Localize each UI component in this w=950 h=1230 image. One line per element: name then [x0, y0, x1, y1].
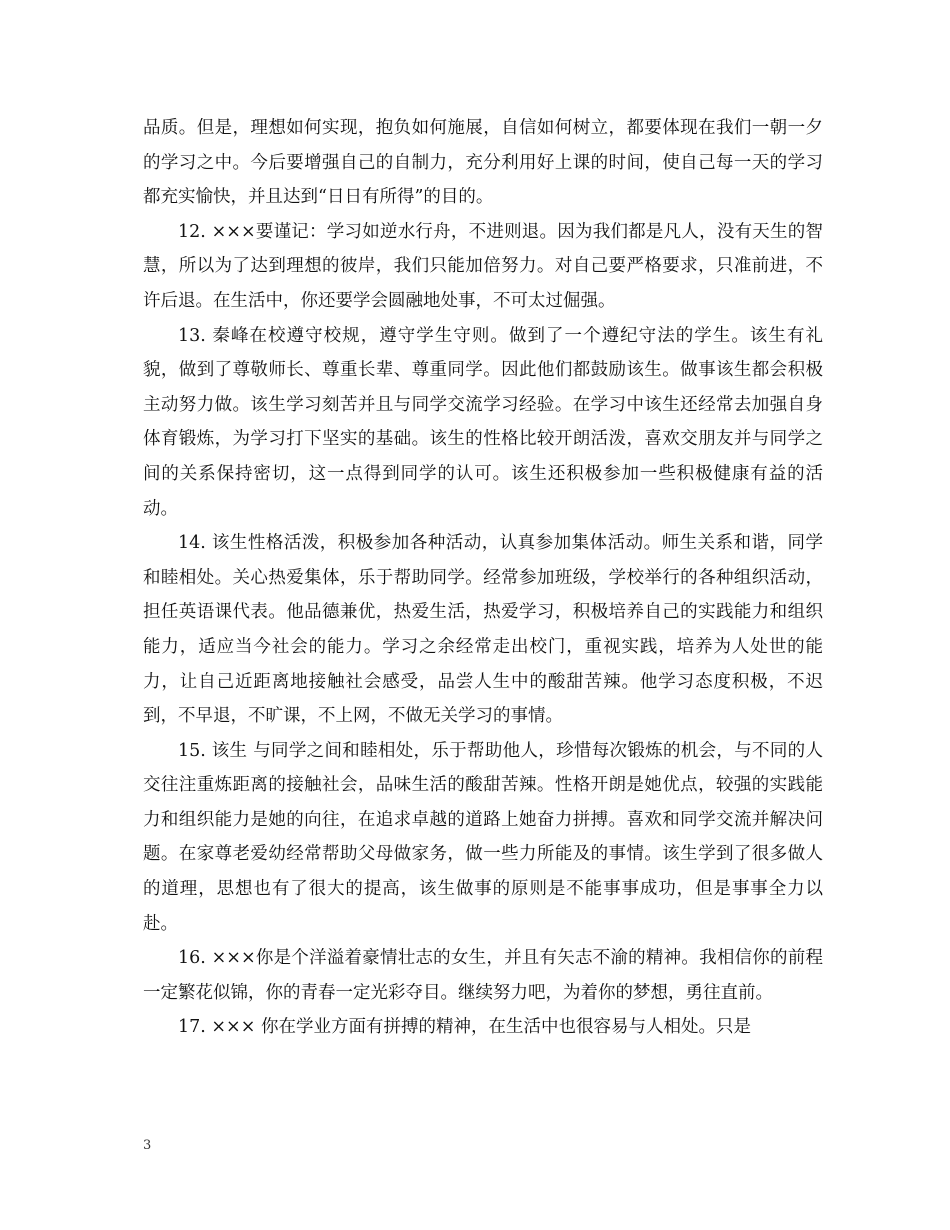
paragraph-item-14: 14. 该生性格活泼，积极参加各种活动，认真参加集体活动。师生关系和谐，同学和睦相处。关心热爱集体，乐于帮助同学。经常参加班级，学校举行的各种组织活动，担任英语课代表。他品德兼优，热爱生活，热爱学习，积极培养自己的实践能力和组织能力，适应当今社会的能力。学习之余经常走出校门，重视实践，培养为人处世的能力，让自己近距离地接触社会感受，品尝人生中的酸甜苦辣。他学习态度积极，不迟到，不早退，不旷课，不上网，不做无关学习的事情。	[143, 533, 823, 727]
document-body	[143, 111, 823, 1045]
paragraph-item-13: 13. 秦峰在校遵守校规，遵守学生守则。做到了一个遵纪守法的学生。该生有礼貌，做到了尊敬师长、尊重长辈、尊重同学。因此他们都鼓励该生。做事该生都会积极主动努力做。该生学习刻苦并且与同学交流学习经验。在学习中该生还经常去加强自身体育锻炼，为学习打下坚实的基础。该生的性格比较开朗活泼，喜欢交朋友并与同学之间的关系保持密切，这一点得到同学的认可。该生还积极参加一些积极健康有益的活动。	[143, 325, 823, 519]
paragraph-item-12: 12. ×××要谨记：学习如逆水行舟，不进则退。因为我们都是凡人，没有天生的智慧，所以为了达到理想的彼岸，我们只能加倍努力。对自己要严格要求，只准前进，不许后退。在生活中，你还要学会圆融地处事，不可太过倔强。	[143, 221, 823, 311]
paragraph-item-16: 16. ×××你是个洋溢着豪情壮志的女生，并且有矢志不渝的精神。我相信你的前程一定繁花似锦，你的青春一定光彩夺目。继续努力吧，为着你的梦想，勇往直前。	[143, 948, 823, 1003]
paragraph-continuation: 品质。但是，理想如何实现，抱负如何施展，自信如何树立，都要体现在我们一朝一夕的学习之中。今后要增强自己的自制力，充分利用好上课的时间，使自己每一天的学习都充实愉快，并且达到“日日有所得”的目的。	[143, 118, 823, 208]
page-number: 3	[143, 1138, 152, 1153]
paragraph-item-15: 15. 该生 与同学之间和睦相处，乐于帮助他人，珍惜每次锻炼的机会，与不同的人交往注重炼距离的接触社会，品味生活的酸甜苦辣。性格开朗是她优点，较强的实践能力和组织能力是她的向往，在追求卓越的道路上她奋力拼搏。喜欢和同学交流并解决问题。在家尊老爱幼经常帮助父母做家务，做一些力所能及的事情。该生学到了很多做人的道理，思想也有了很大的提高，该生做事的原则是不能事事成功，但是事事全力以赴。	[143, 740, 823, 934]
paragraph-item-17: 17. ××× 你在学业方面有拼搏的精神，在生活中也很容易与人相处。只是	[178, 1017, 751, 1038]
